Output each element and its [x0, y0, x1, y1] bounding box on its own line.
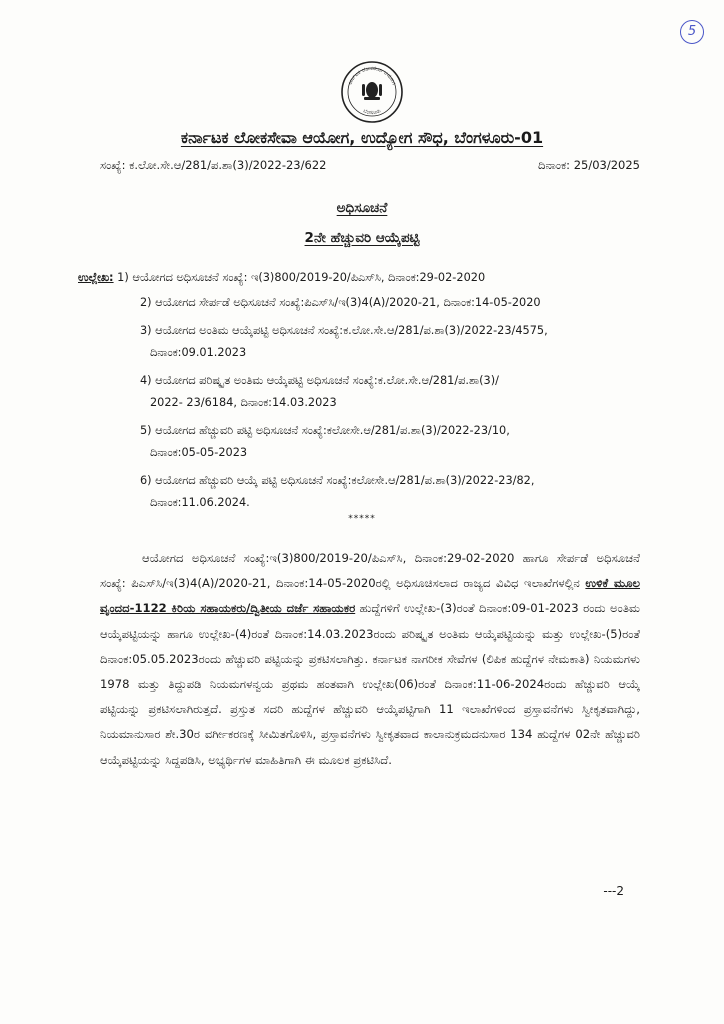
reference-item — [140, 420, 638, 464]
reference-text: 1) ಆಯೋಗದ ಅಧಿಸೂಚನೆ ಸಂಖ್ಯೆ: ಇ(3)800/2019-20/ಪಿಎಸ್‌ಸಿ, ದಿನಾಂಕ:29-02-2020 — [117, 271, 486, 284]
reference-item — [140, 370, 638, 414]
reference-text: 5) ಆಯೋಗದ ಹೆಚ್ಚುವರಿ ಪಟ್ಟಿ ಅಧಿಸೂಚನೆ ಸಂಖ್ಯೆ:ಕಲೋಸೇ.ಆ/281/ಪ.ಶಾ(3)/2022-23/10, — [140, 424, 510, 437]
notification-heading: ಅಧಿಸೂಚನೆ — [336, 200, 388, 216]
body-text-part1: ಆಯೋಗದ ಅಧಿಸೂಚನೆ ಸಂಖ್ಯೆ:ಇ(3)800/2019-20/ಪಿಎಸ್‌ಸಿ, ದಿನಾಂಕ:29-02-2020 ಹಾಗೂ ಸೇರ್ಪಡೆ ಅಧಿಸೂಚನೆ ಸಂಖ್ಯೆ: ಪಿಎಸ್‌ಸಿ/ಇ(3)4(A)/2020-21, ದಿನಾಂಕ:14-05-2020ರಲ್ಲಿ ಅಧಿಸೂಚಿಸಲಾದ ರಾಜ್ಯದ ವಿವಿಧ ಇಲಾಖೆಗಳಲ್ಲಿನ — [100, 551, 640, 591]
reference-text: 2) ಆಯೋಗದ ಸೇರ್ಪಡೆ ಅಧಿಸೂಚನೆ ಸಂಖ್ಯೆ:ಪಿಎಸ್‌ಸಿ/ಇ(3)4(A)/2020-21, ದಿನಾಂಕ:14-05-2020 — [140, 296, 541, 309]
reference-text: 3) ಆಯೋಗದ ಅಂತಿಮ ಆಯ್ಕೆಪಟ್ಟಿ ಅಧಿಸೂಚನೆ ಸಂಖ್ಯೆ:ಕ.ಲೋ.ಸೇ.ಆ/281/ಪ.ಶಾ(3)/2022-23/4575, — [140, 324, 548, 337]
reference-number: ಸಂಖ್ಯೆ: ಕ.ಲೋ.ಸೇ.ಆ/281/ಪ.ಶಾ(3)/2022-23/622 — [100, 158, 327, 172]
reference-text-cont: ದಿನಾಂಕ:05-05-2023 — [150, 446, 248, 459]
reference-item — [140, 470, 638, 514]
reference-row — [100, 158, 640, 173]
seal-bottom-text: ಬೆಂಗಳೂರು — [362, 108, 382, 117]
organization-title: ಕರ್ನಾಟಕ ಲೋಕಸೇವಾ ಆಯೋಗ, ಉದ್ಯೋಗ ಸೌಧ, ಬೆಂಗಳೂರು-01 — [180, 128, 544, 147]
page-number: 5 — [680, 20, 704, 44]
references-list — [78, 292, 638, 514]
reference-text-cont: ದಿನಾಂಕ:11.06.2024. — [150, 496, 250, 509]
emblem-icon — [362, 82, 382, 100]
body-paragraph — [100, 546, 640, 773]
references-label: ಉಲ್ಲೇಖ: — [78, 271, 114, 284]
reference-text-cont: ದಿನಾಂಕ:09.01.2023 — [150, 346, 247, 359]
body-text-part2: ಹುದ್ದೆಗಳಿಗೆ ಉಲ್ಲೇಖ-(3)ರಂತೆ ದಿನಾಂಕ:09-01-2023 ರಂದು ಅಂತಿಮ ಆಯ್ಕೆಪಟ್ಟಿಯನ್ನು ಹಾಗೂ ಉಲ್ಲೇಖ-(4)ರಂತೆ ದಿನಾಂಕ:14.03.2023ರಂದು ಪರಿಷ್ಕೃತ ಅಂತಿಮ ಆಯ್ಕೆಪಟ್ಟಿಯನ್ನು ಮತ್ತು ಉಲ್ಲೇಖ-(5)ರಂತೆ ದಿನಾಂಕ:05.05.2023ರಂದು ಹೆಚ್ಚುವರಿ ಪಟ್ಟಿಯನ್ನು ಪ್ರಕಟಿಸಲಾಗಿತ್ತು. ಕರ್ನಾಟಕ ನಾಗರೀಕ ಸೇವೆಗಳ (ಲಿಪಿಕ ಹುದ್ದೆಗಳ ನೇಮಕಾತಿ) ನಿಯಮಗಳು 1978 ಮತ್ತು ತಿದ್ದುಪಡಿ ನಿಯಮಗಳನ್ವಯ ಪ್ರಥಮ ಹಂತವಾಗಿ ಉಲ್ಲೇಖ(06)ರಂತೆ ದಿನಾಂಕ:11-06-2024ರಂದು ಹೆಚ್ಚುವರಿ ಆಯ್ಕೆ ಪಟ್ಟಿಯನ್ನು ಪ್ರಕಟಿಸಲಾಗಿರುತ್ತದೆ. ಪ್ರಸ್ತುತ ಸದರಿ ಹುದ್ದೆಗಳ ಹೆಚ್ಚುವರಿ ಆಯ್ಕೆಪಟ್ಟಿಗಾಗಿ 11 ಇಲಾಖೆಗಳಿಂದ ಪ್ರಸ್ತಾವನೆಗಳು ಸ್ವೀಕೃತವಾಗಿದ್ದು, ನಿಯಮಾನುಸಾರ ಶೇ.30ರ ವರ್ಗೀಕರಣಕ್ಕೆ ಸೀಮಿತಗೊಳಿಸಿ, ಪ್ರಸ್ತಾವನೆಗಳು ಸ್ವೀಕೃತವಾದ ಕಾಲಾನುಕ್ರಮದನುಸಾರ 134 ಹುದ್ದೆಗಳ 02ನೇ ಹೆಚ್ಚುವರಿ ಆಯ್ಕೆಪಟ್ಟಿಯನ್ನು ಸಿದ್ದಪಡಿಸಿ, ಅಭ್ಯರ್ಥಿಗಳ ಮಾಹಿತಿಗಾಗಿ ಈ ಮೂಲಕ ಪ್ರಕಟಿಸಿದೆ. — [100, 601, 640, 767]
reference-text: 4) ಆಯೋಗದ ಪರಿಷ್ಕೃತ ಅಂತಿಮ ಆಯ್ಕೆಪಟ್ಟಿ ಅಧಿಸೂಚನೆ ಸಂಖ್ಯೆ:ಕ.ಲೋ.ಸೇ.ಆ/281/ಪ.ಶಾ(3)/ — [140, 374, 499, 387]
seal-top-text: ಕರ್ನಾಟಕ ಲೋಕಸೇವಾ ಆಯೋಗ — [347, 65, 397, 86]
reference-item — [140, 292, 638, 314]
kpsc-seal-emblem — [340, 60, 404, 124]
reference-text-cont: 2022- 23/6184, ದಿನಾಂಕ:14.03.2023 — [150, 396, 337, 409]
body-highlight: ಉಳಿಕೆ ಮೂಲ ವೃಂದದ-1122 ಕಿರಿಯ ಸಹಾಯಕರು/ದ್ವಿತೀಯ ದರ್ಜೆ ಸಹಾಯಕರ — [100, 576, 640, 616]
reference-item — [140, 320, 638, 364]
reference-item — [78, 266, 638, 290]
notice-date: ದಿನಾಂಕ: 25/03/2025 — [538, 158, 640, 172]
section-separator: ***** — [348, 514, 376, 524]
list-heading: 2ನೇ ಹೆಚ್ಚುವರಿ ಆಯ್ಕೆಪಟ್ಟಿ — [304, 230, 420, 246]
references-section — [78, 266, 638, 520]
reference-text: 6) ಆಯೋಗದ ಹೆಚ್ಚುವರಿ ಆಯ್ಕೆ ಪಟ್ಟಿ ಅಧಿಸೂಚನೆ ಸಂಖ್ಯೆ:ಕಲೋಸೇ.ಆ/281/ಪ.ಶಾ(3)/2022-23/82, — [140, 474, 535, 487]
continuation-marker: ---2 — [603, 884, 624, 898]
